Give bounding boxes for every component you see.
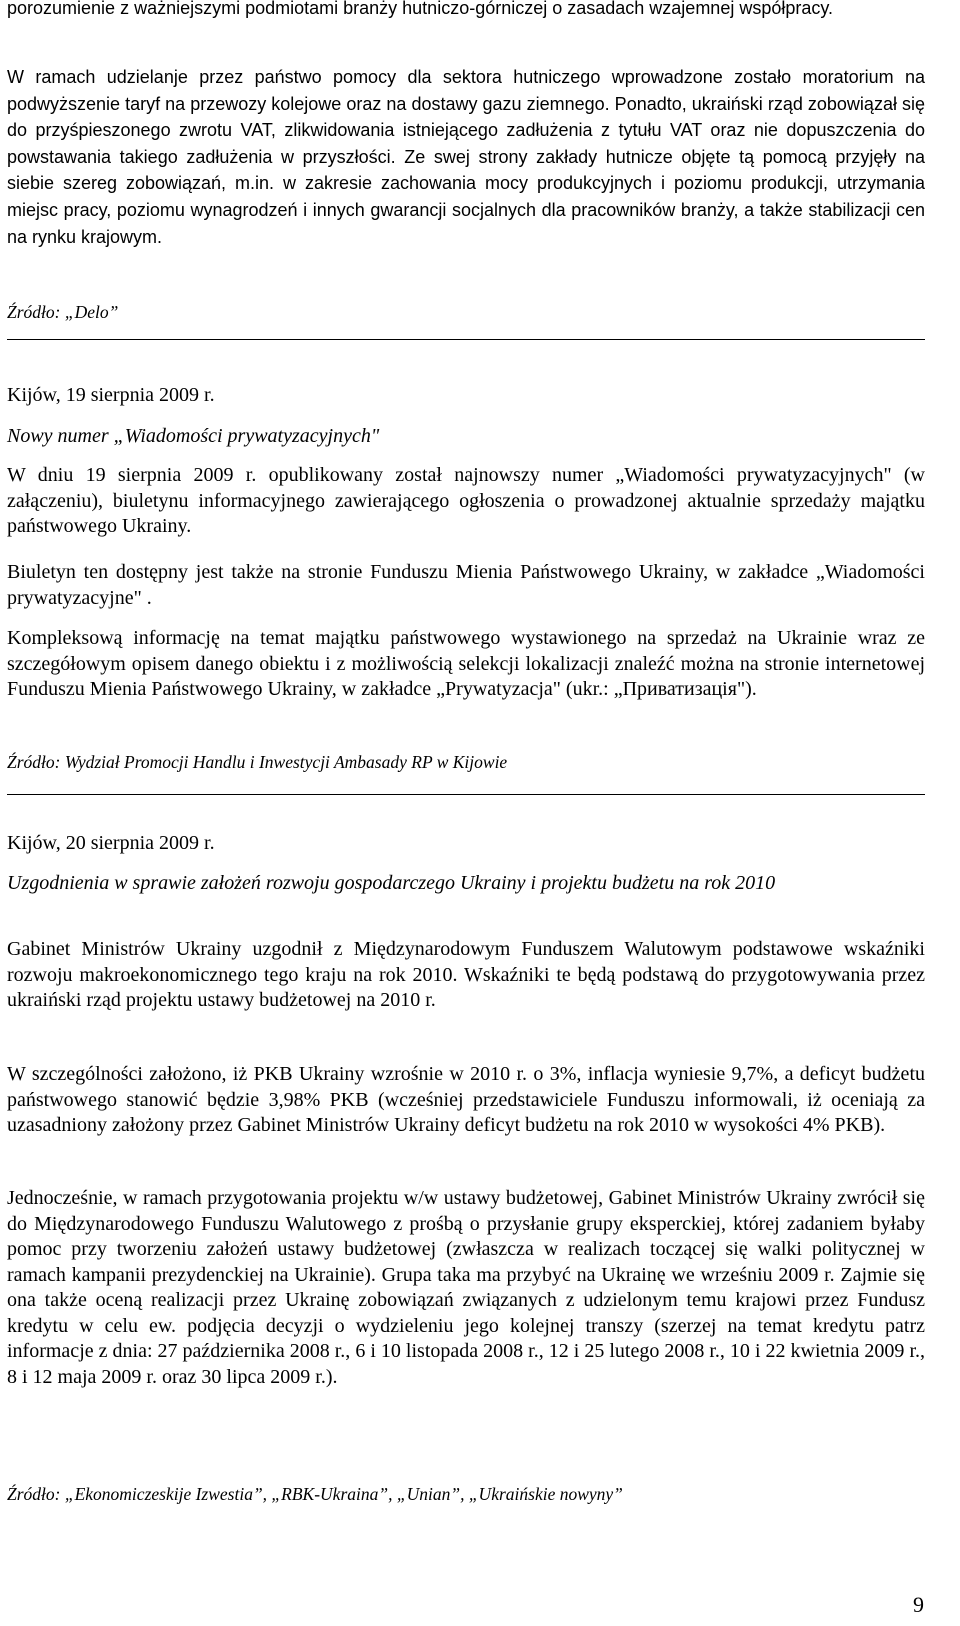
section2-title: Uzgodnienia w sprawie założeń rozwoju gospodarczego Ukrainy i projektu budżetu na rok 2010 <box>7 872 776 894</box>
section2-paragraph-2: W szczególności założono, iż PKB Ukrainy wzrośnie w 2010 r. o 3%, inflacja wyniesie 9,7%, a deficyt budżetu państwowego stanowić będzie 3,98% PKB (wcześniej przedstawiciele Funduszu informowali, iż oceniają za uzasadniony założony przez Gabinet Ministrów Ukrainy deficyt budżetu na rok 2010 w wysokości 4% PKB). <box>7 1063 925 1136</box>
section1-source: Źródło: Wydział Promocji Handlu i Inwestycji Ambasady RP w Kijowie <box>7 752 508 772</box>
section1-title: Nowy numer „Wiadomości prywatyzacyjnych" <box>7 425 380 447</box>
intro-source: Źródło: „Delo” <box>7 302 119 322</box>
intro-paragraph-2: W ramach udzielanje przez państwo pomocy dla sektora hutniczego wprowadzone zostało moratorium na podwyższenie taryf na przewozy kolejowe oraz na dostawy gazu ziemnego. Ponadto, ukraiński rząd zobowiązał się do przyśpieszonego zwrotu VAT, zlikwidowania istniejącego zadłużenia z tytułu VAT oraz nie dopuszczenia do powstawania takiego zadłużenia w przyszłości. Ze swej strony zakłady hutnicze objęte tą pomocą przyjęły na siebie szereg zobowiązań, m.in. w zakresie zachowania mocy produkcyjnych i poziomu produkcji, utrzymania miejsc pracy, poziomu wynagrodzeń i innych gwarancji socjalnych dla pracowników branży, a także stabilizacji cen na rynku krajowym. <box>7 67 925 247</box>
section1-paragraph-1: W dniu 19 sierpnia 2009 r. opublikowany został najnowszy numer „Wiadomości prywatyzacyjnych" (w załączeniu), biuletynu informacyjnego zawierającego ogłoszenia o prowadzonej aktualnie sprzedaży majątku państwowego Ukrainy. <box>7 464 925 537</box>
section2-paragraph-3: Jednocześnie, w ramach przygotowania projektu w/w ustawy budżetowej, Gabinet Ministrów Ukrainy zwrócił się do Międzynarodowego Funduszu Walutowego z prośbą o przysłanie grupy eksperckiej, której zadaniem byłaby pomoc przy tworzeniu założeń ustawy budżetowej (zwłaszcza w realizach toczącej się walki politycznej w ramach kampanii prezydenckiej na Ukrainie). Grupa taka ma przybyć na Ukrainę we wrześniu 2009 r. Zajmie się ona także oceną realizacji przez Ukrainę zobowiązań związanych z udzielonym temu krajowi przez Fundusz kredytu w celu ew. podjęcia decyzji o wydzieleniu jego kolejnej transzy (szerzej na temat kredytu patrz informacje z dnia: 27 października 2008 r., 6 i 10 listopada 2008 r., 12 i 25 lutego 2008 r., 10 i 22 kwietnia 2009 r., 8 i 12 maja 2009 r. oraz 30 lipca 2009 r.). <box>7 1187 925 1388</box>
section1-date: Kijów, 19 sierpnia 2009 r. <box>7 384 215 406</box>
section1-paragraph-2: Biuletyn ten dostępny jest także na stronie Funduszu Mienia Państwowego Ukrainy, w zakładce „Wiadomości prywatyzacyjne" . <box>7 561 925 609</box>
section1-paragraph-3: Kompleksową informację na temat majątku państwowego wystawionego na sprzedaż na Ukrainie wraz ze szczegółowym opisem danego obiektu i z możliwością selekcji lokalizacji znaleźć można na stronie internetowej Funduszu Mienia Państwowego Ukrainy, w zakładce „Prywatyzacja" (ukr.: „Приватизація"). <box>7 627 925 700</box>
section2-source: Źródło: „Ekonomiczeskije Izwestia”, „RBK-Ukraina”, „Unian”, „Ukraińskie nowyny” <box>7 1484 623 1504</box>
section2-date: Kijów, 20 sierpnia 2009 r. <box>7 832 215 854</box>
page-number: 9 <box>913 1592 924 1617</box>
section-divider-2 <box>7 794 925 795</box>
intro-paragraph-1: porozumienie z ważniejszymi podmiotami branży hutniczo-górniczej o zasadach wzajemnej współpracy. <box>7 0 834 18</box>
section-divider-1 <box>7 339 925 340</box>
section2-paragraph-1: Gabinet Ministrów Ukrainy uzgodnił z Międzynarodowym Funduszem Walutowym podstawowe wskaźniki rozwoju makroekonomicznego tego kraju na rok 2010. Wskaźniki te będą podstawą do przygotowywania przez ukraiński rząd projektu ustawy budżetowej na 2010 r. <box>7 938 925 1011</box>
